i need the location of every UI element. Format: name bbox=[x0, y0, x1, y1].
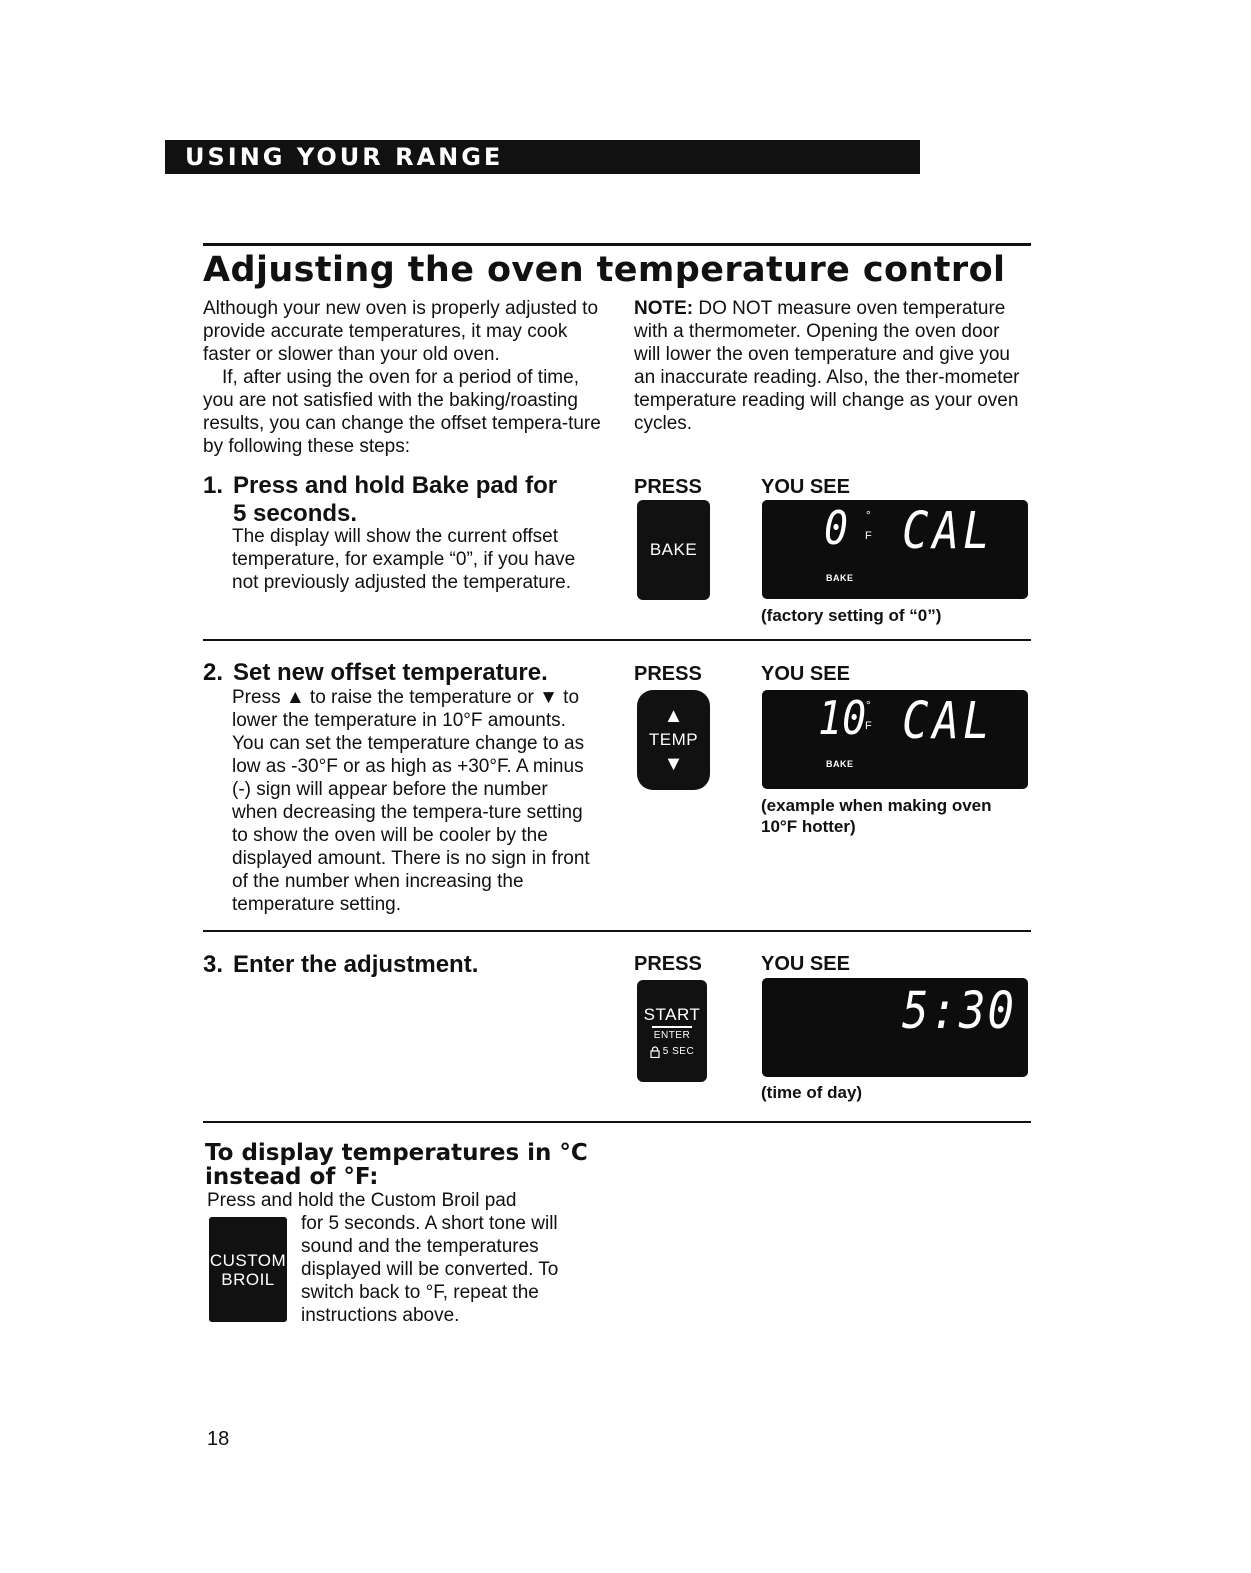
lock-row bbox=[650, 1046, 694, 1058]
custom-broil-label-line2: BROIL bbox=[221, 1269, 275, 1289]
celsius-line: sound and the temperatures bbox=[301, 1236, 539, 1257]
intro-paragraph-2: If, after using the oven for a period of time, you are not satisfied with the baking/roasting results, you can change the offset tempera-ture by following these steps: bbox=[203, 367, 601, 457]
celsius-heading-line2: instead of °F: bbox=[205, 1164, 379, 1190]
step-2-number: 2. bbox=[203, 659, 224, 686]
temp-pad[interactable] bbox=[637, 690, 710, 790]
step-3-title-text: Enter the adjustment. bbox=[233, 951, 479, 978]
celsius-line: instructions above. bbox=[301, 1305, 460, 1326]
custom-broil-label-line1: CUSTOM bbox=[209, 1250, 287, 1270]
step-2-title-text: Set new offset temperature. bbox=[233, 659, 548, 686]
celsius-line: for 5 seconds. A short tone will bbox=[301, 1213, 558, 1234]
lock-icon bbox=[650, 1046, 660, 1058]
step-1-body: The display will show the current offset temperature, for example “0”, if you have not previously adjusted the temperature. bbox=[232, 526, 576, 593]
section-header-bar bbox=[165, 140, 920, 174]
lcd-cal-text: CAL bbox=[902, 502, 994, 561]
celsius-line: displayed will be converted. To bbox=[301, 1259, 559, 1280]
page-number: 18 bbox=[207, 1428, 230, 1450]
step-divider-3 bbox=[203, 1121, 1031, 1123]
step-3-title bbox=[203, 951, 613, 979]
degree-icon: ° bbox=[866, 698, 871, 712]
custom-broil-pad[interactable] bbox=[209, 1217, 287, 1322]
celsius-heading bbox=[205, 1141, 605, 1189]
step-1-press-header: PRESS bbox=[634, 476, 702, 498]
step-3-number: 3. bbox=[203, 951, 224, 978]
step-2-press-header: PRESS bbox=[634, 663, 702, 685]
step-1-title-line1: Press and hold Bake pad for bbox=[233, 472, 558, 499]
start-pad-divider bbox=[652, 1026, 692, 1028]
step-2-title bbox=[203, 659, 613, 687]
degree-icon: ° bbox=[866, 508, 871, 522]
step-2-yousee-header: YOU SEE bbox=[761, 663, 850, 685]
step-3-yousee-header: YOU SEE bbox=[761, 953, 850, 975]
lcd-bake-tag: BAKE bbox=[826, 759, 854, 769]
step-3-caption: (time of day) bbox=[761, 1083, 863, 1102]
celsius-heading-line1: To display temperatures in °C bbox=[205, 1140, 588, 1166]
lcd-cal-text: CAL bbox=[902, 692, 994, 751]
step-1-number: 1. bbox=[203, 472, 224, 499]
lcd-display-step-2 bbox=[762, 690, 1028, 789]
step-3-press-header: PRESS bbox=[634, 953, 702, 975]
start-pad-label: START bbox=[643, 1004, 701, 1024]
section-header-label: USING YOUR RANGE bbox=[185, 143, 504, 171]
page-title: Adjusting the oven temperature control bbox=[203, 250, 1006, 290]
note-text: DO NOT measure oven temperature with a thermometer. Opening the oven door will lower the oven temperature and give you an inaccurate reading. Also, the ther-mometer temperature reading will change as your oven cycles. bbox=[634, 298, 1020, 434]
start-pad[interactable] bbox=[637, 980, 707, 1082]
step-divider-2 bbox=[203, 930, 1031, 932]
step-1-caption: (factory setting of “0”) bbox=[761, 606, 942, 625]
lcd-offset-value: 10 bbox=[818, 692, 867, 746]
note-block bbox=[634, 297, 1029, 435]
celsius-line: switch back to °F, repeat the bbox=[301, 1282, 539, 1303]
celsius-lead: Press and hold the Custom Broil pad bbox=[207, 1190, 517, 1211]
enter-label: ENTER bbox=[653, 1029, 691, 1041]
lcd-display-step-1 bbox=[762, 500, 1028, 599]
step-2-body: Press ▲ to raise the temperature or ▼ to lower the temperature in 10°F amounts. You can set the temperature change to as low as -30°F or as high as +30°F. A minus (-) sign will appear before the number when decreasing the tempera-ture setting to show the oven will be cooler by the displayed amount. There is no sign in front of the number when increasing the temperature setting. bbox=[232, 687, 590, 915]
celsius-instructions bbox=[301, 1212, 591, 1327]
lock-duration-label: 5 SEC bbox=[662, 1046, 695, 1057]
title-rule bbox=[203, 243, 1031, 246]
step-1-yousee-header: YOU SEE bbox=[761, 476, 850, 498]
temp-down-arrow-icon[interactable]: ▼ bbox=[663, 753, 684, 775]
intro-text bbox=[203, 297, 603, 458]
intro-paragraph-1: Although your new oven is properly adjusted to provide accurate temperatures, it may cook faster or slower than your old oven. bbox=[203, 298, 599, 365]
step-divider-1 bbox=[203, 639, 1031, 641]
step-1-title bbox=[203, 472, 613, 528]
step-1-title-line2: 5 seconds. bbox=[233, 500, 358, 527]
lcd-time-value: 5:30 bbox=[902, 982, 1016, 1041]
bake-pad-label: BAKE bbox=[649, 540, 698, 559]
lcd-bake-tag: BAKE bbox=[826, 573, 854, 583]
note-label: NOTE: bbox=[634, 298, 694, 319]
lcd-unit: F bbox=[865, 720, 872, 732]
lcd-unit: F bbox=[865, 530, 872, 542]
lcd-offset-value: 0 bbox=[824, 502, 853, 556]
temp-pad-label: TEMP bbox=[648, 730, 699, 749]
lcd-display-step-3 bbox=[762, 978, 1028, 1077]
step-2-caption: (example when making oven 10°F hotter) bbox=[761, 796, 992, 836]
bake-pad[interactable] bbox=[637, 500, 710, 600]
temp-up-arrow-icon[interactable]: ▲ bbox=[663, 705, 684, 727]
